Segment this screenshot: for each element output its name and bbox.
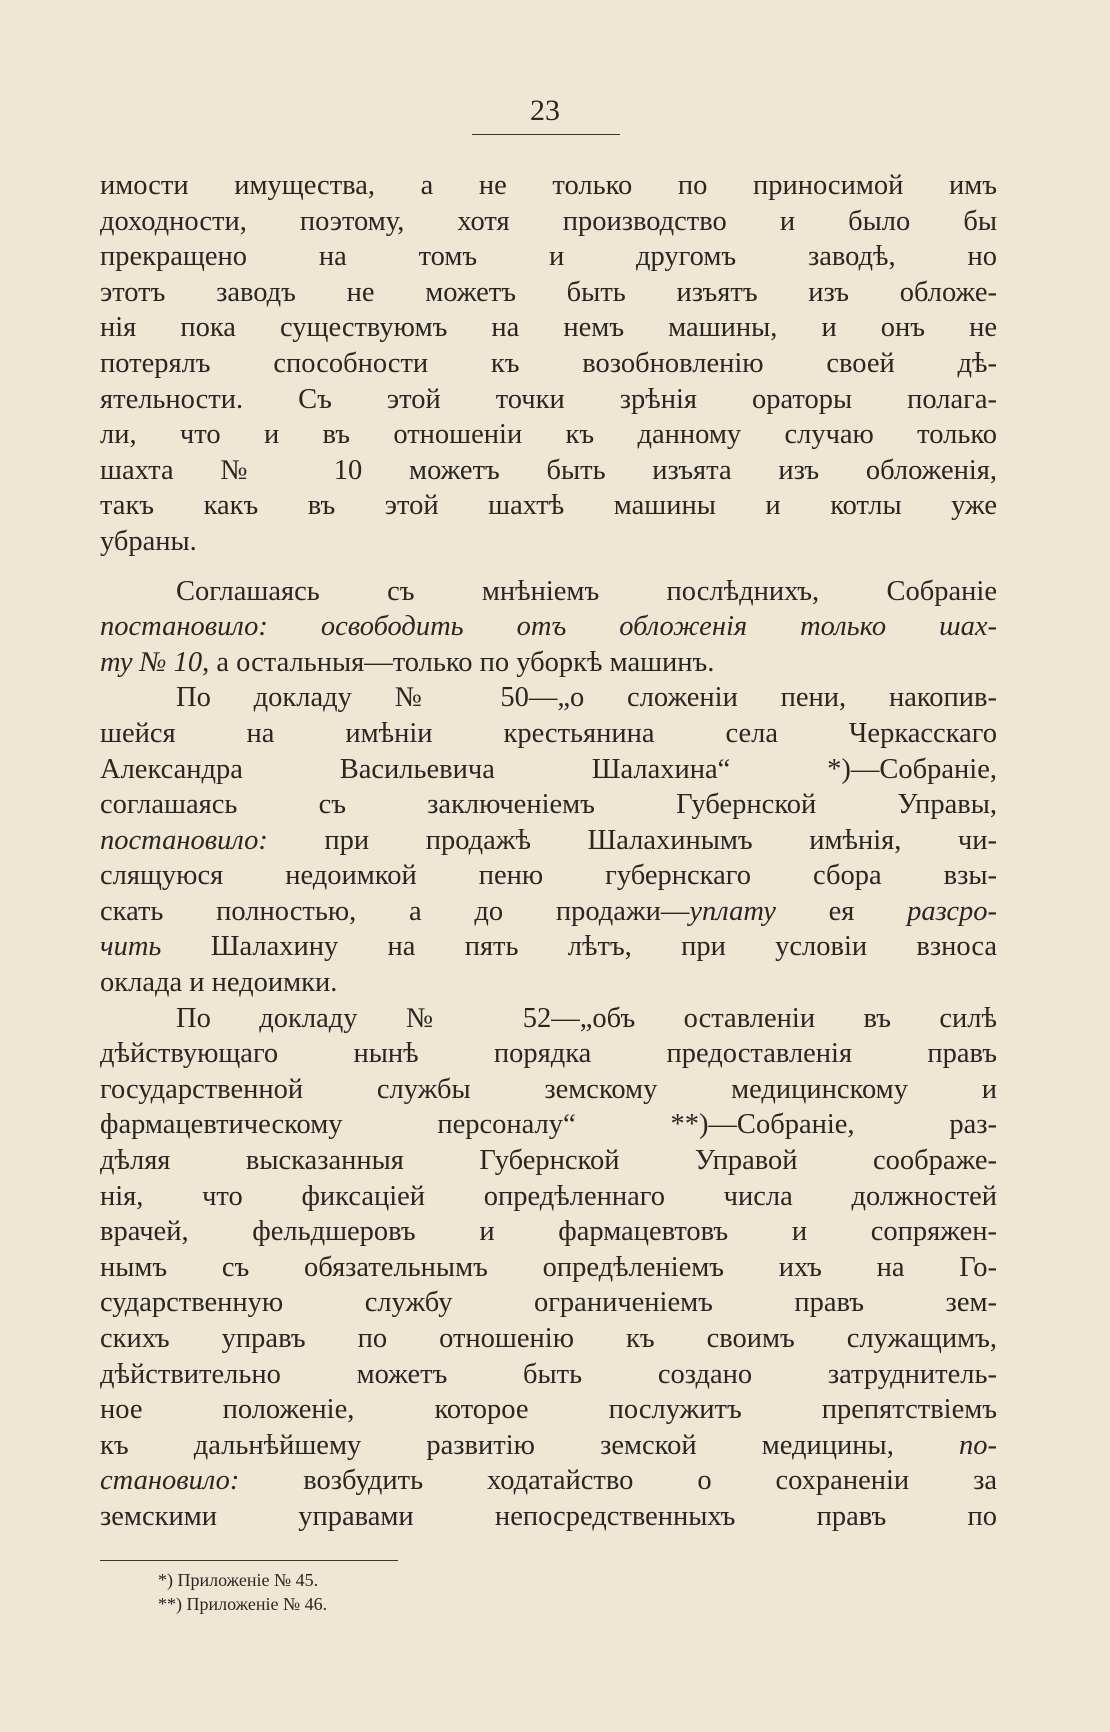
text-line: нія, что фиксаціей опредѣленнаго числа должностей (100, 1180, 997, 1212)
italic-fragment: уплату (689, 895, 776, 927)
text-line: ли, что и въ отношеніи къ данному случаю только (100, 419, 997, 451)
text-line: Соглашаясь съ мнѣніемъ послѣднихъ, Собраніе (176, 575, 997, 607)
text-line: такъ какъ въ этой шахтѣ машины и котлы уже (100, 490, 997, 522)
text-line: нымъ съ обязательнымъ опредѣленіемъ ихъ на Го- (100, 1251, 997, 1283)
italic-fragment: ту № 10 (100, 646, 203, 678)
text-line (100, 1463, 997, 1499)
text-fragment: ея (775, 895, 908, 927)
page-number-rule (472, 134, 620, 135)
footnote-rule (100, 1560, 398, 1561)
text-fragment: возбудить ходатайство о сохраненіи за (239, 1465, 997, 1497)
text-line: нія пока существуюмъ на немъ машины, и онъ не (100, 312, 997, 344)
text-line: сударственную службу ограниченіемъ правъ зем- (100, 1287, 997, 1319)
text-line: По докладу № 52—„объ оставленіи въ силѣ (176, 1002, 997, 1034)
text-line: оклада и недоимки. (100, 967, 338, 999)
text-line: фармацевтическому персоналу“ **)—Собраніе, раз- (100, 1109, 997, 1141)
text-fragment: , а остальныя—только по уборкѣ машинъ. (202, 646, 715, 678)
text-line: По докладу № 50—„о сложеніи пени, накопив- (176, 682, 997, 714)
footnotes (158, 1568, 327, 1616)
text-fragment: при продажѣ Шалахинымъ имѣнія, чи- (267, 824, 997, 856)
text-line: Александра Васильевича Шалахина“ *)—Собраніе, (100, 753, 997, 785)
text-line: прекращено на томъ и другомъ заводѣ, но (100, 241, 997, 273)
text-fragment: Шалахину на пять лѣтъ, при условіи взноса (161, 931, 997, 963)
text-fragment: скать полностью, а до продажи— (100, 895, 690, 927)
text-line: врачей, фельдшеровъ и фармацевтовъ и сопряжен- (100, 1216, 997, 1248)
text-line: шахта № 10 можетъ быть изъята изъ обложенія, (100, 454, 997, 486)
text-line: дѣляя высказанныя Губернской Управой соображе- (100, 1145, 997, 1177)
text-line (100, 645, 997, 681)
text-line: шейся на имѣніи крестьянина села Черкасскаго (100, 717, 997, 749)
text-line: государственной службы земскому медицинскому и (100, 1073, 997, 1105)
footnote: *) Приложеніе № 45. (158, 1570, 319, 1590)
text-line: этотъ заводъ не можетъ быть изъятъ изъ обложе- (100, 276, 997, 308)
text-line: земскими управами непосредственныхъ правъ по (100, 1500, 997, 1532)
footnote: **) Приложеніе № 46. (158, 1594, 328, 1614)
text-line: ятельности. Съ этой точки зрѣнія ораторы полага- (100, 383, 997, 415)
text-line: убраны. (100, 525, 197, 557)
text-line (100, 894, 997, 930)
text-line (100, 929, 997, 965)
text-line: ное положеніе, которое послужитъ препятствіемъ (100, 1394, 997, 1426)
text-line: соглашаясь съ заключеніемъ Губернской Управы, (100, 789, 997, 821)
page-number: 23 (530, 94, 560, 127)
text-line: скихъ управъ по отношенію къ своимъ служащимъ, (100, 1323, 997, 1354)
text-line: дѣйствующаго нынѣ порядка предоставленія правъ (100, 1038, 997, 1070)
italic-fragment: чить (100, 931, 162, 963)
italic-fragment: по- (959, 1429, 997, 1461)
text-line-italic: постановило: освободить отъ обложенія только шах- (100, 611, 997, 643)
text-line: доходности, поэтому, хотя производство и было бы (100, 205, 997, 237)
italic-fragment: постановило: (100, 824, 268, 856)
text-line: слящуюся недоимкой пеню губернскаго сбора взы- (100, 860, 997, 892)
text-line: дѣйствительно можетъ быть создано затруднитель- (100, 1358, 997, 1390)
body-text (100, 168, 997, 1535)
italic-fragment: становило: (100, 1465, 240, 1497)
text-line (100, 823, 997, 859)
text-fragment: къ дальнѣйшему развитію земской медицины, (100, 1429, 959, 1461)
text-line: потерялъ способности къ возобновленію своей дѣ- (100, 347, 997, 379)
text-line (100, 1428, 997, 1464)
italic-fragment: разсро- (907, 895, 997, 927)
text-line: имости имущества, а не только по приносимой имъ (100, 170, 997, 201)
